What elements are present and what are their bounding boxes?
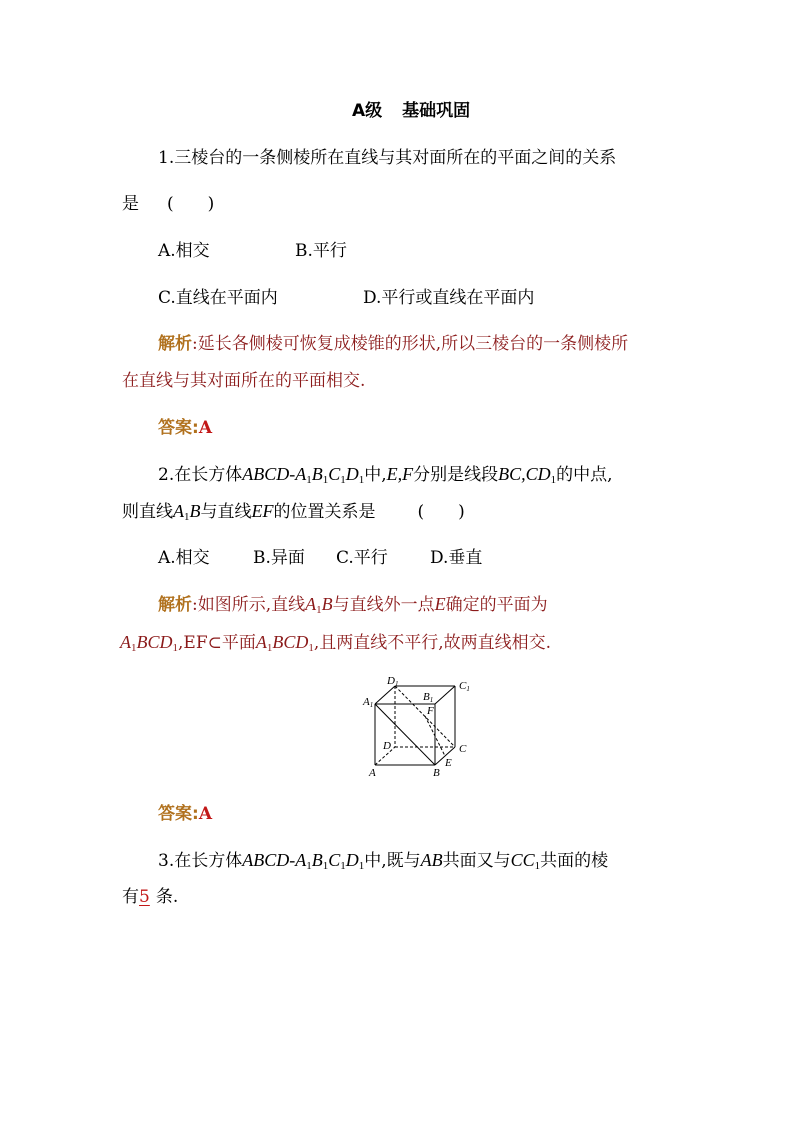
q3-cc1: $CC_1$ [510, 850, 541, 872]
label-f: F [427, 705, 434, 717]
q2-line-ef: EF [251, 501, 274, 521]
q2-option-a: A.相交 [158, 548, 210, 568]
q2-answer-value: A [198, 804, 213, 824]
label-c: C [459, 743, 467, 755]
edge-a1d1 [375, 686, 395, 704]
q2-solid: ABCD-$A_1B_1C_1D_1$ [242, 464, 365, 486]
q2-answer-paren: ( ) [417, 502, 465, 522]
q1-stem-line1: 1.三棱台的一条侧棱所在直线与其对面所在的平面之间的关系 [158, 148, 617, 168]
q1-stem-tail: 是 [122, 194, 139, 214]
q1-answer-value: A [198, 418, 213, 438]
q1-stem-line2 [122, 193, 214, 215]
q2-stem-line2: 则直线$A_1B$与直线EF的位置关系是 ( ) [122, 501, 465, 523]
label-a1: A1 [363, 696, 374, 709]
label-b1: B1 [423, 691, 434, 704]
edge-b1c1 [435, 686, 455, 704]
q2-analysis-line1: 解析:如图所示,直线$A_1B$与直线外一点E确定的平面为 [158, 594, 548, 616]
q1-option-c: C.直线在平面内 [158, 288, 278, 308]
q3-ab: AB [420, 850, 443, 870]
q2-points: E,F [386, 464, 414, 484]
q2-segs: $BC,CD_1$ [498, 464, 557, 486]
q1-analysis-label: 解析 [158, 334, 192, 354]
q2-analysis-line2: $A_1BCD_1,EF\subset$平面$A_1BCD_1$,且两直线不平行,故两直线相交. [120, 632, 552, 654]
q1-option-d: D.平行或直线在平面内 [363, 288, 535, 308]
q2-answer-label: 答案 [158, 804, 192, 824]
label-b: B [433, 767, 440, 779]
label-e: E [445, 757, 452, 769]
q1-analysis-line2: 在直线与其对面所在的平面相交. [122, 371, 366, 391]
q2-option-d: D.垂直 [430, 548, 483, 568]
q1-answer-paren: ( ) [167, 194, 215, 214]
label-d: D [383, 740, 391, 752]
q3-stem-line2: 有5 条. [122, 887, 179, 907]
q1-analysis-text1: :延长各侧棱可恢复成棱锥的形状,所以三棱台的一条侧棱所 [192, 334, 629, 354]
q1-analysis-line1 [158, 333, 628, 355]
section-level: A级 [352, 101, 383, 121]
q2-analysis-label: 解析 [158, 595, 192, 615]
cuboid-figure [355, 672, 480, 782]
line-a1b [375, 704, 435, 765]
section-title [352, 100, 470, 122]
q3-solid: ABCD-$A_1B_1C_1D_1$ [242, 850, 365, 872]
label-a: A [369, 767, 376, 779]
q2-option-b: B.异面 [253, 548, 305, 568]
q2-stem-line1: 2.在长方体ABCD-$A_1B_1C_1D_1$中,E,F分别是线段$BC,CD_1$的中点, [158, 464, 613, 486]
label-d1: D1 [387, 675, 399, 688]
q3-stem-line1: 3.在长方体ABCD-$A_1B_1C_1D_1$中,既与AB共面又与$CC_1$共面的棱 [158, 850, 609, 872]
q3-blank-value: 5 [139, 887, 150, 907]
q2-line-a1b: $A_1B$ [173, 501, 201, 523]
q1-answer-label: 答案 [158, 418, 192, 438]
q2-answer: 答案:A [158, 804, 213, 824]
q1-option-a: A.相交 [158, 241, 210, 261]
section-name: 基础巩固 [402, 101, 471, 121]
q1-option-b: B.平行 [295, 241, 347, 261]
label-c1: C1 [459, 680, 470, 693]
q2-option-c: C.平行 [336, 548, 388, 568]
q1-answer: 答案:A [158, 418, 213, 438]
